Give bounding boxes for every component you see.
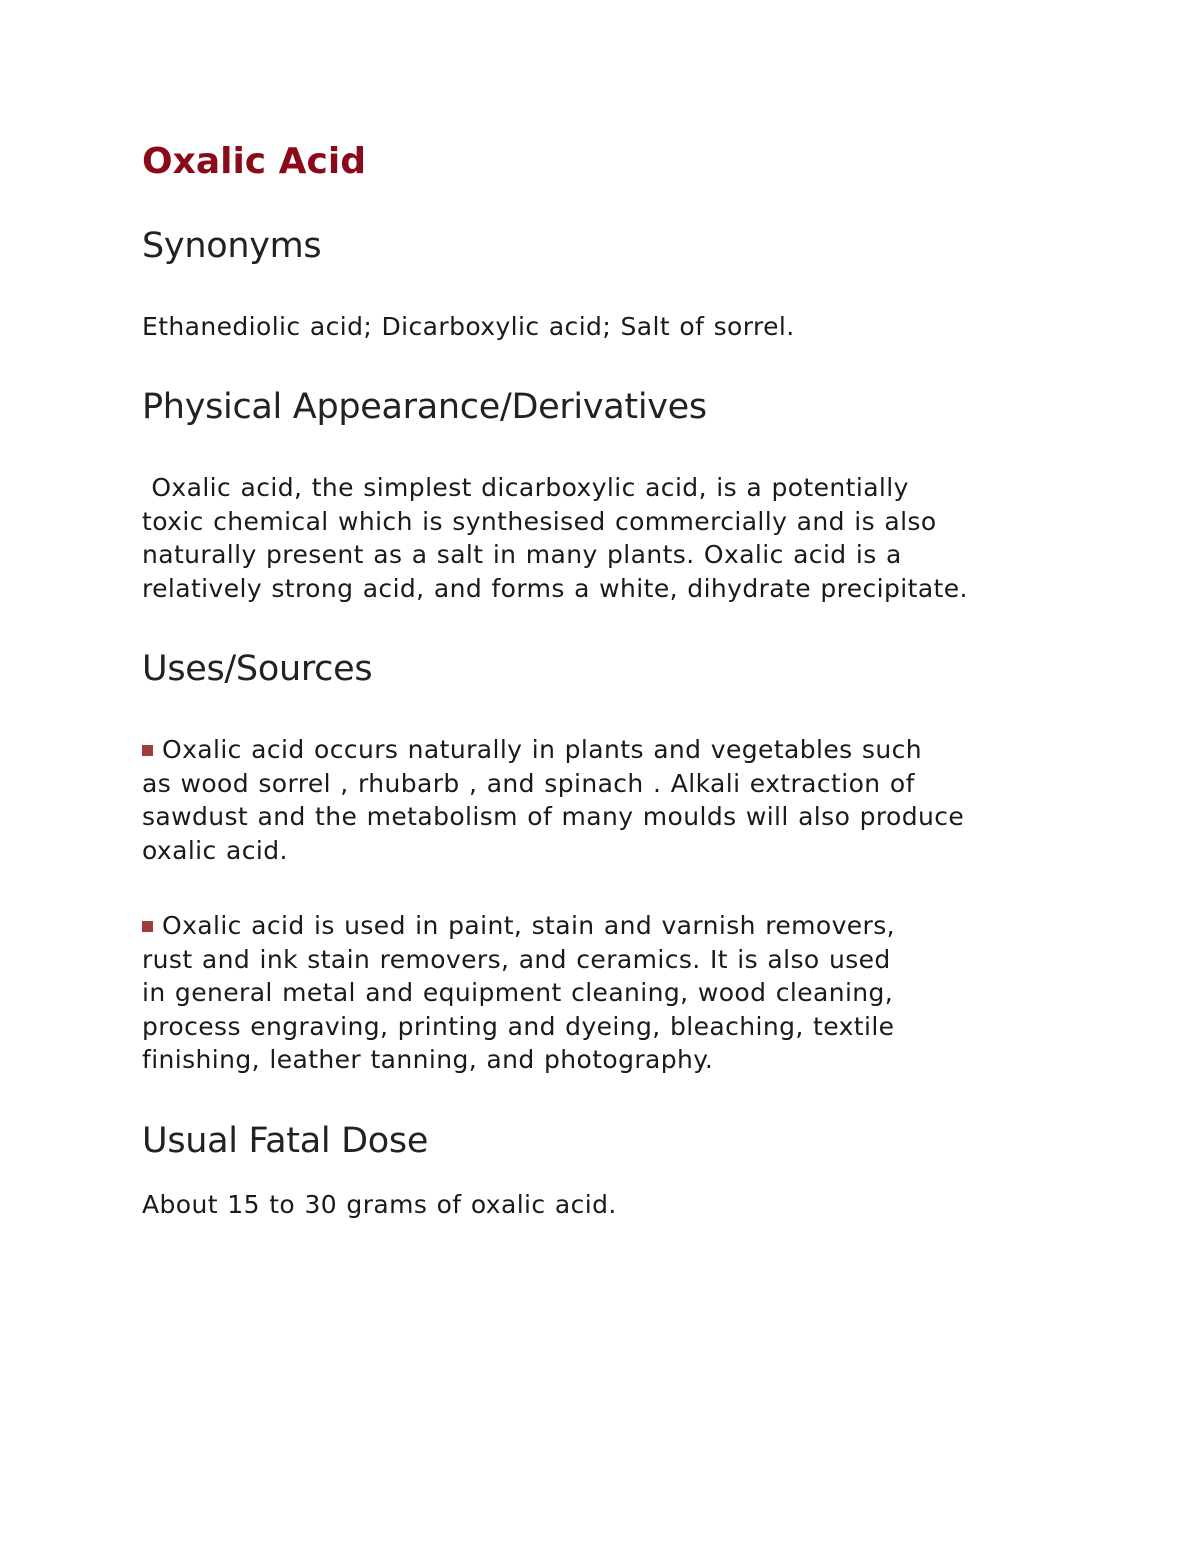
synonyms-heading: Synonyms xyxy=(142,226,322,266)
fatal-dose-heading: Usual Fatal Dose xyxy=(142,1121,429,1161)
uses-bullet-2 xyxy=(142,909,895,1077)
uses-bullet-1 xyxy=(142,733,964,867)
appearance-paragraph xyxy=(142,471,968,605)
uses-line: process engraving, printing and dyeing, bleaching, textile xyxy=(142,1011,895,1041)
uses-bullet-2-first-line xyxy=(142,909,895,943)
appearance-line: relatively strong acid, and forms a white, dihydrate precipitate. xyxy=(142,573,968,603)
synonyms-text xyxy=(142,310,795,344)
appearance-line: Oxalic acid, the simplest dicarboxylic acid, is a potentially xyxy=(142,473,909,502)
square-bullet-icon xyxy=(142,921,153,932)
uses-line: finishing, leather tanning, and photography. xyxy=(142,1045,714,1074)
synonyms-line: Ethanediolic acid; Dicarboxylic acid; Salt of sorrel. xyxy=(142,312,795,341)
fatal-dose-line: About 15 to 30 grams of oxalic acid. xyxy=(142,1190,617,1219)
uses-bullet-1-first-line xyxy=(142,733,964,767)
uses-line: oxalic acid. xyxy=(142,835,288,865)
uses-line: rust and ink stain removers, and ceramics. It is also used xyxy=(142,944,891,974)
uses-line: as wood sorrel , rhubarb , and spinach . Alkali extraction of xyxy=(142,768,915,798)
uses-line: in general metal and equipment cleaning, wood cleaning, xyxy=(142,978,894,1007)
appearance-line: naturally present as a salt in many plants. Oxalic acid is a xyxy=(142,540,902,569)
square-bullet-icon xyxy=(142,745,153,756)
uses-heading: Uses/Sources xyxy=(142,649,373,689)
uses-line: Oxalic acid occurs naturally in plants and vegetables such xyxy=(162,735,922,764)
appearance-heading: Physical Appearance/Derivatives xyxy=(142,387,707,427)
uses-line: sawdust and the metabolism of many moulds will also produce xyxy=(142,802,965,831)
document-title: Oxalic Acid xyxy=(142,141,366,182)
fatal-dose-text xyxy=(142,1188,617,1222)
uses-line: Oxalic acid is used in paint, stain and varnish removers, xyxy=(162,911,896,940)
appearance-line: toxic chemical which is synthesised commercially and is also xyxy=(142,506,937,536)
